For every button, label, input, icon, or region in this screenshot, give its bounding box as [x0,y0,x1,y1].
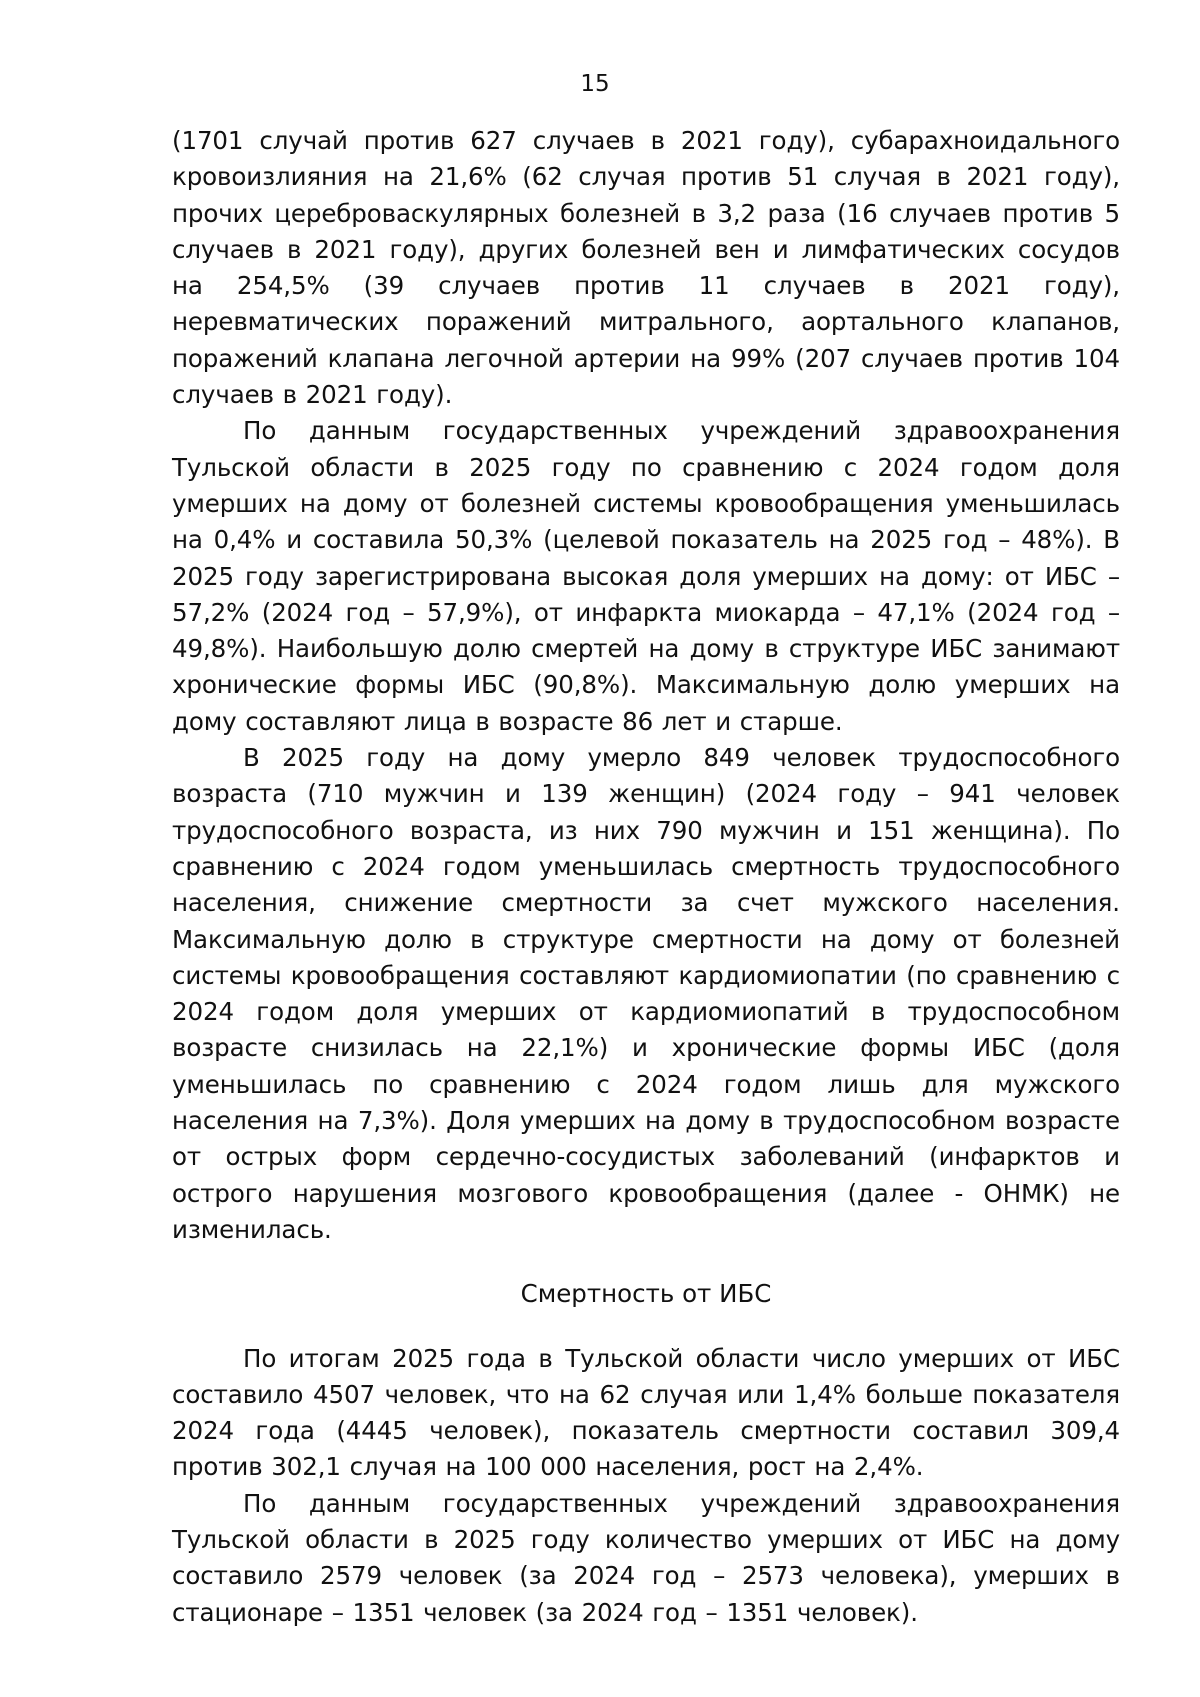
page-number: 15 [580,71,610,97]
paragraph-working-age: В 2025 году на дому умерло 849 человек трудоспособного возраста (710 мужчин и 139 женщин) (2024 году – 941 человек трудоспособного возраста, из них 790 мужчин и 151 женщина). По сравнению с 2024 годом уменьшилась смертность трудоспособного населения, снижение смертности за счет мужского населения. Максимальную долю в структуре смертности на дому от болезней системы кровообращения составляют кардиомиопатии (по сравнению с 2024 годом доля умерших от кардиомиопатий в трудоспособном возрасте снизилась на 22,1%) и хронические формы ИБС (доля уменьшилась по сравнению с 2024 годом лишь для мужского населения на 7,3%). Доля умерших на дому в трудоспособном возрасте от острых форм сердечно-сосудистых заболеваний (инфарктов и острого нарушения мозгового кровообращения (далее - ОНМК) не изменилась. [172,743,1120,1244]
document-body [172,123,1120,1631]
paragraph-continuation: (1701 случай против 627 случаев в 2021 году), субарахноидального кровоизлияния на 21,6% (62 случая против 51 случая в 2021 году), прочих цереброваскулярных болезней в 3,2 раза (16 случаев против 5 случаев в 2021 году), других болезней вен и лимфатических сосудов на 254,5% (39 случаев против 11 случаев в 2021 году), неревматических поражений митрального, аортального клапанов, поражений клапана легочной артерии на 99% (207 случаев против 104 случаев в 2021 году). [172,126,1120,410]
section-heading: Смертность от ИБС [520,1279,772,1309]
paragraph-ihd-totals: По итогам 2025 года в Тульской области число умерших от ИБС составило 4507 человек, что на 62 случая или 1,4% больше показателя 2024 года (4445 человек), показатель смертности составил 309,4 против 302,1 случая на 100 000 населения, рост на 2,4%. [172,1343,1120,1482]
paragraph-ihd-location: По данным государственных учреждений здравоохранения Тульской области в 2025 году количество умерших от ИБС на дому составило 2579 человек (за 2024 год – 2573 человека), умерших в стационаре – 1351 человек (за 2024 год – 1351 человек). [172,1488,1120,1627]
paragraph-home-deaths: По данным государственных учреждений здравоохранения Тульской области в 2025 году по сравнению с 2024 годом доля умерших на дому от болезней системы кровообращения уменьшилась на 0,4% и составила 50,3% (целевой показатель на 2025 год – 48%). В 2025 году зарегистрирована высокая доля умерших на дому: от ИБС – 57,2% (2024 год – 57,9%), от инфаркта миокарда – 47,1% (2024 год – 49,8%). Наибольшую долю смертей на дому в структуре ИБС занимают хронические формы ИБС (90,8%). Максимальную долю умерших на дому составляют лица в возрасте 86 лет и старше. [172,416,1120,736]
